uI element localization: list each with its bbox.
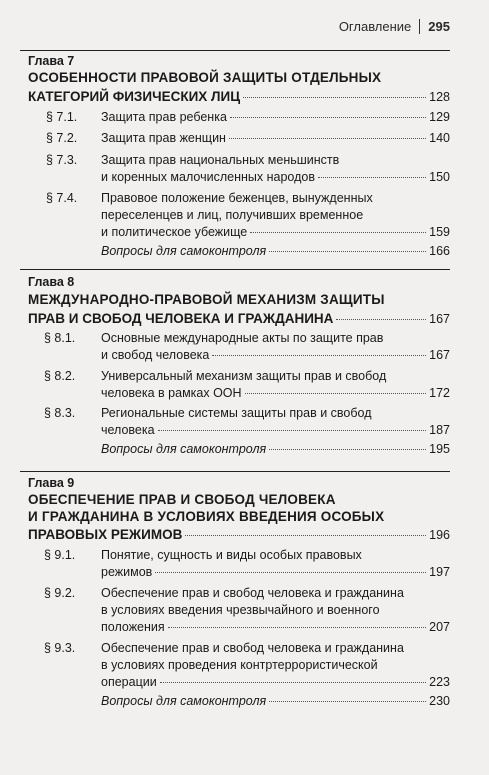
page-number: 295 [428, 19, 450, 34]
section-8-3-number: § 8.3. [44, 406, 76, 420]
section-9-1-number: § 9.1. [44, 548, 76, 562]
toc-entry-9-questions[interactable]: Вопросы для самоконтроля 230 [101, 694, 450, 708]
toc-entry-7-2[interactable]: Защита прав женщин 140 [101, 131, 450, 145]
chapter-8-rule [20, 269, 450, 270]
toc-entry-9-1-line1[interactable]: Понятие, сущность и виды особых правовых [101, 548, 362, 562]
chapter-9-title-line3[interactable]: ПРАВОВЫХ РЕЖИМОВ 196 [28, 527, 450, 542]
section-9-2-number: § 9.2. [44, 586, 76, 600]
chapter-7-title-line1: ОСОБЕННОСТИ ПРАВОВОЙ ЗАЩИТЫ ОТДЕЛЬНЫХ [28, 70, 382, 85]
chapter-7-page: 128 [429, 90, 450, 104]
toc-entry-8-1[interactable]: и свобод человека 167 [101, 348, 450, 362]
chapter-7-title-line2[interactable]: КАТЕГОРИЙ ФИЗИЧЕСКИХ ЛИЦ 128 [28, 89, 450, 104]
chapter-9-title-line2: И ГРАЖДАНИНА В УСЛОВИЯХ ВВЕДЕНИЯ ОСОБЫХ [28, 509, 385, 524]
section-7-1-number: § 7.1. [46, 110, 78, 124]
toc-entry-8-3-line1[interactable]: Региональные системы защиты прав и свобод [101, 406, 372, 420]
chapter-8-title-line1: МЕЖДУНАРОДНО-ПРАВОВОЙ МЕХАНИЗМ ЗАЩИТЫ [28, 292, 385, 307]
toc-entry-8-2-line1[interactable]: Универсальный механизм защиты прав и свобод [101, 369, 387, 383]
toc-entry-7-1[interactable]: Защита прав ребенка 129 [101, 110, 450, 124]
section-8-1-number: § 8.1. [44, 331, 76, 345]
chapter-7-rule [20, 50, 450, 51]
toc-entry-8-3[interactable]: человека 187 [101, 423, 450, 437]
chapter-9-label: Глава 9 [28, 476, 75, 490]
toc-entry-8-2[interactable]: человека в рамках ООН 172 [101, 386, 450, 400]
running-header [339, 19, 450, 34]
chapter-7-label: Глава 7 [28, 54, 75, 68]
toc-entry-7-questions[interactable]: Вопросы для самоконтроля 166 [101, 244, 450, 258]
toc-entry-9-3-line2[interactable]: в условиях проведения контртеррористической [101, 658, 378, 672]
toc-entry-9-2-line1[interactable]: Обеспечение прав и свобод человека и гражданина [101, 586, 404, 600]
chapter-9-page: 196 [429, 528, 450, 542]
chapter-9-title-line1: ОБЕСПЕЧЕНИЕ ПРАВ И СВОБОД ЧЕЛОВЕКА [28, 492, 336, 507]
toc-entry-7-3-line1[interactable]: Защита прав национальных меньшинств [101, 153, 340, 167]
section-7-3-number: § 7.3. [46, 153, 78, 167]
section-8-2-number: § 8.2. [44, 369, 76, 383]
toc-entry-8-1-line1[interactable]: Основные международные акты по защите прав [101, 331, 384, 345]
section-7-4-number: § 7.4. [46, 191, 78, 205]
toc-entry-7-4-line1[interactable]: Правовое положение беженцев, вынужденных [101, 191, 373, 205]
chapter-8-label: Глава 8 [28, 275, 75, 289]
section-7-2-number: § 7.2. [46, 131, 78, 145]
toc-entry-9-3-line1[interactable]: Обеспечение прав и свобод человека и гражданина [101, 641, 404, 655]
toc-entry-7-4[interactable]: и политическое убежище 159 [101, 225, 450, 239]
toc-entry-9-2[interactable]: положения 207 [101, 620, 450, 634]
toc-entry-9-1[interactable]: режимов 197 [101, 565, 450, 579]
toc-entry-7-3[interactable]: и коренных малочисленных народов 150 [101, 170, 450, 184]
toc-entry-9-3[interactable]: операции 223 [101, 675, 450, 689]
header-separator [419, 19, 420, 34]
chapter-8-page: 167 [429, 312, 450, 326]
toc-entry-7-4-line2[interactable]: переселенцев и лиц, получивших временное [101, 208, 364, 222]
toc-entry-9-2-line2[interactable]: в условиях введения чрезвычайного и военного [101, 603, 380, 617]
toc-entry-8-questions[interactable]: Вопросы для самоконтроля 195 [101, 442, 450, 456]
chapter-9-rule [20, 471, 450, 472]
running-header-title: Оглавление [338, 19, 412, 34]
section-9-3-number: § 9.3. [44, 641, 76, 655]
chapter-8-title-line2[interactable]: ПРАВ И СВОБОД ЧЕЛОВЕКА И ГРАЖДАНИНА 167 [28, 311, 450, 326]
